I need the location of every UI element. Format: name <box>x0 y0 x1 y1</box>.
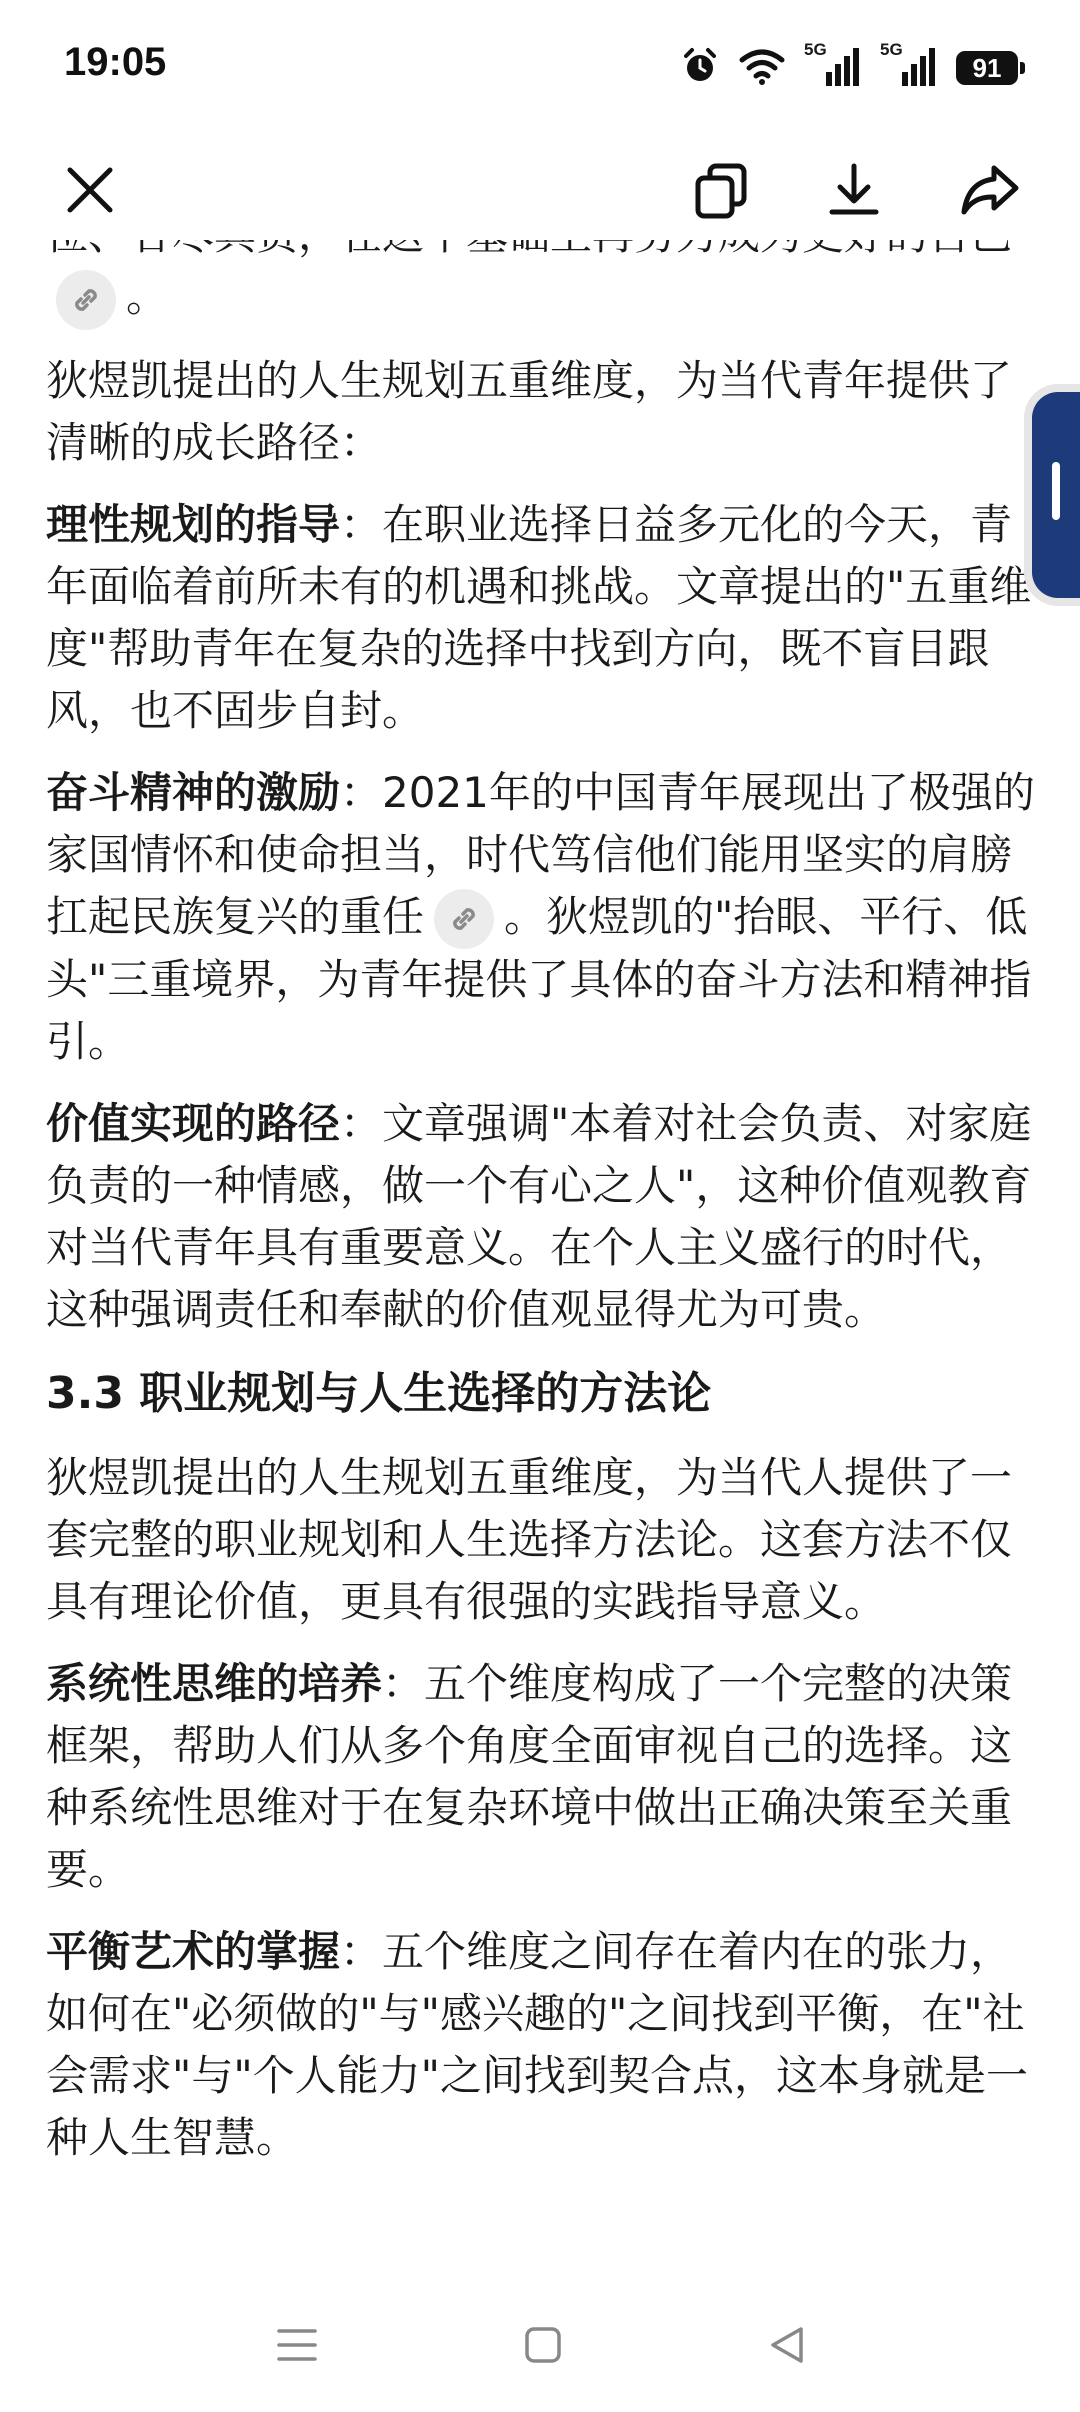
home-icon <box>523 2325 563 2365</box>
status-icons <box>680 40 1018 90</box>
share-button[interactable] <box>948 148 1032 232</box>
paragraph: 系统性思维的培养：五个维度构成了一个完整的决策框架，帮助人们从多个角度全面审视自己的选择。这种系统性思维对于在复杂环境中做出正确决策至关重要。 <box>46 1659 1013 1894</box>
close-icon <box>62 162 118 218</box>
close-button[interactable] <box>48 148 132 232</box>
grip-icon <box>1052 462 1060 520</box>
share-icon <box>958 160 1022 220</box>
status-bar <box>0 0 1080 140</box>
section-heading: 3.3 职业规划与人生选择的方法论 <box>46 1368 712 1419</box>
link-button[interactable] <box>434 889 494 949</box>
link-icon <box>447 902 481 936</box>
paragraph: 狄煜凯提出的人生规划五重维度，为当代青年提供了清晰的成长路径： <box>46 355 1013 467</box>
article-body <box>46 232 1036 2189</box>
link-button[interactable] <box>56 270 116 330</box>
menu-icon <box>275 2325 319 2365</box>
paragraph: 价值实现的路径：文章强调"本着对社会负责、对家庭负责的一种情感，做一个有心之人"，这种价值观教育对当代青年具有重要意义。在个人主义盛行的时代，这种强调责任和奉献的价值观显得尤为可贵。 <box>46 1099 1032 1334</box>
battery-indicator: 91 <box>956 51 1018 85</box>
system-nav-bar <box>0 2282 1080 2412</box>
menu-button[interactable] <box>262 2310 332 2380</box>
paragraph: 。 <box>46 204 1036 330</box>
download-icon <box>824 160 884 220</box>
signal-icon: 5G <box>804 46 862 90</box>
wifi-icon <box>738 46 786 90</box>
copy-icon <box>692 160 752 220</box>
signal-icon: 5G <box>880 46 938 90</box>
copy-button[interactable] <box>680 148 764 232</box>
back-icon <box>767 2325 807 2365</box>
alarm-icon <box>680 46 720 90</box>
status-time: 19:05 <box>64 40 167 84</box>
side-drawer-handle[interactable] <box>1032 392 1080 598</box>
paragraph: 狄煜凯提出的人生规划五重维度，为当代人提供了一套完整的职业规划和人生选择方法论。这套方法不仅具有理论价值，更具有很强的实践指导意义。 <box>46 1453 1013 1626</box>
paragraph: 理性规划的指导：在职业选择日益多元化的今天，青年面临着前所未有的机遇和挑战。文章提出的"五重维度"帮助青年在复杂的选择中找到方向，既不盲目跟风，也不固步自封。 <box>46 499 1032 735</box>
paragraph: 平衡艺术的掌握：五个维度之间存在着内在的张力，如何在"必须做的"与"感兴趣的"之间找到平衡，在"社会需求"与"个人能力"之间找到契合点，这本身就是一种人生智慧。 <box>46 1927 1028 2162</box>
home-button[interactable] <box>508 2310 578 2380</box>
link-icon <box>69 283 103 317</box>
back-button[interactable] <box>752 2310 822 2380</box>
toolbar <box>0 140 1080 240</box>
paragraph: 奋斗精神的激励：2021年的中国青年展现出了极强的家国情怀和使命担当，时代笃信他们能用坚实的肩膀扛起民族复兴的重任 。狄煜凯的"抬眼、平行、低头"三重境界，为青年提供了具体的奋斗方法和精神指引。 <box>46 767 1035 1066</box>
download-button[interactable] <box>812 148 896 232</box>
